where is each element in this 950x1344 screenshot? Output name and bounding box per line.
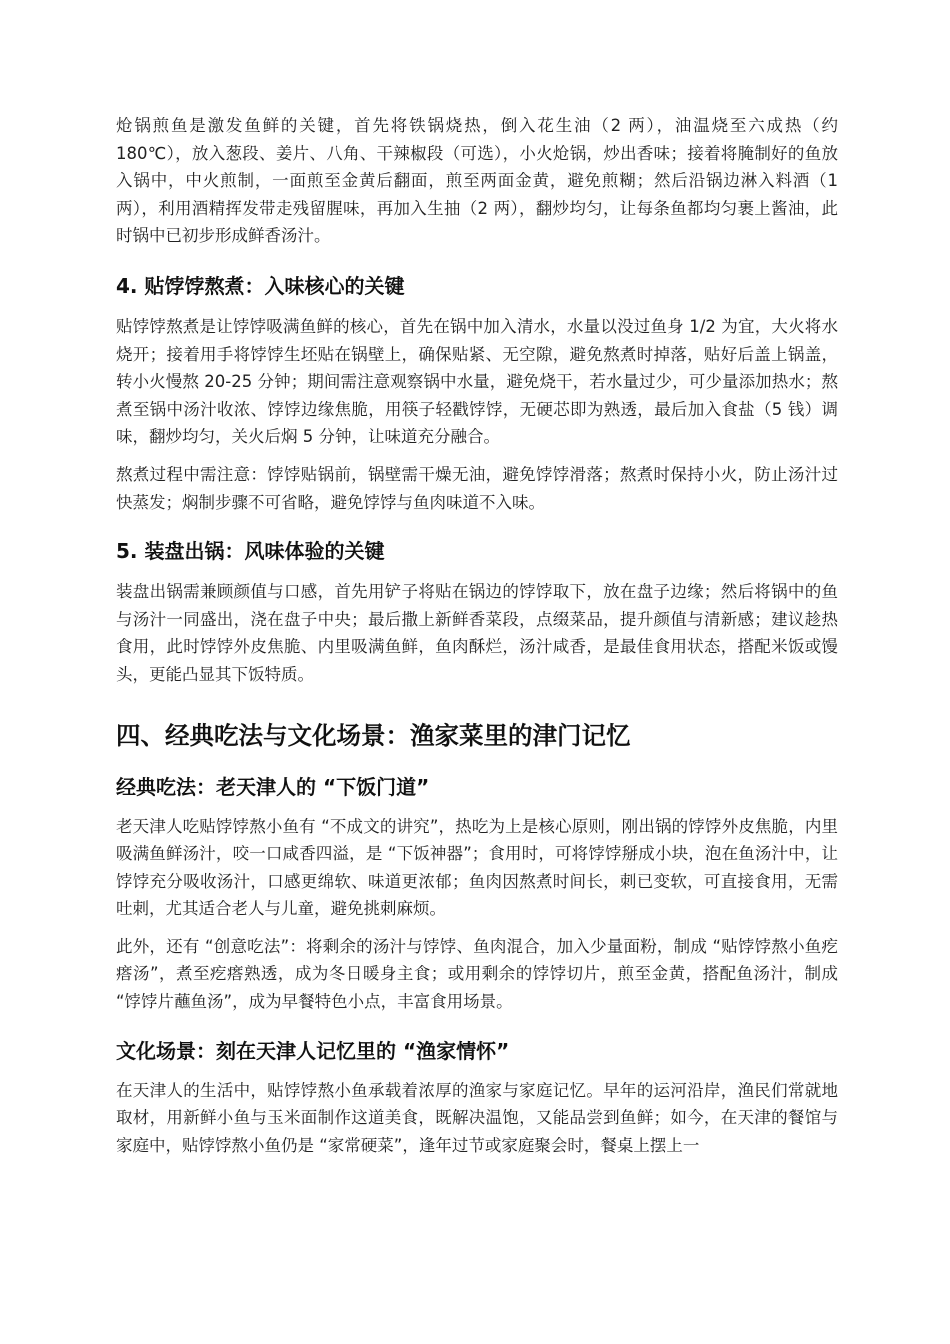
classic-eating-paragraph-2: 此外，还有 “创意吃法”：将剩余的汤汁与饽饽、鱼肉混合，加入少量面粉，制成 “贴饽饽熬小鱼疙瘩汤”，煮至疙瘩熟透，成为冬日暖身主食；或用剩余的饽饽切片，煎至金黄，搭配鱼汤汁，制成 “饽饽片蘸鱼汤”，成为早餐特色小点，丰富食用场景。 — [116, 936, 838, 1012]
section-4-heading: 4. 贴饽饽熬煮：入味核心的关键 — [116, 273, 405, 298]
chapter-4-heading: 四、经典吃法与文化场景：渔家菜里的津门记忆 — [116, 720, 631, 750]
section-5-heading: 5. 装盘出锅：风味体验的关键 — [116, 539, 385, 564]
section-5-paragraph: 装盘出锅需兼顾颜值与口感，首先用铲子将贴在锅边的饽饽取下，放在盘子边缘；然后将锅中的鱼与汤汁一同盛出，浇在盘子中央；最后撒上新鲜香菜段，点缀菜品，提升颜值与清新感；建议趁热食用，此时饽饽外皮焦脆、内里吸满鱼鲜，鱼肉酥烂，汤汁咸香，是最佳食用状态，搭配米饭或馒头，更能凸显其下饭特质。 — [116, 582, 838, 684]
intro-paragraph: 炝锅煎鱼是激发鱼鲜的关键，首先将铁锅烧热，倒入花生油（2 两），油温烧至六成热（约 180℃），放入葱段、姜片、八角、干辣椒段（可选），小火炝锅，炒出香味；接着将腌制好的鱼放入锅中，中火煎制，一面煎至金黄后翻面，煎至两面金黄，避免煎糊；然后沿锅边淋入料酒（1 两），利用酒精挥发带走残留腥味，再加入生抽（2 两），翻炒均匀，让每条鱼都均匀裹上酱油，此时锅中已初步形成鲜香汤汁。 — [116, 116, 838, 246]
culture-scene-paragraph: 在天津人的生活中，贴饽饽熬小鱼承载着浓厚的渔家与家庭记忆。早年的运河沿岸，渔民们常就地取材，用新鲜小鱼与玉米面制作这道美食，既解决温饱，又能品尝到鱼鲜；如今，在天津的餐馆与家庭中，贴饽饽熬小鱼仍是 “家常硬菜”，逢年过节或家庭聚会时，餐桌上摆上一 — [116, 1080, 838, 1155]
classic-eating-paragraph-1: 老天津人吃贴饽饽熬小鱼有 “不成文的讲究”，热吃为上是核心原则，刚出锅的饽饽外皮焦脆，内里吸满鱼鲜汤汁，咬一口咸香四溢，是 “下饭神器”；食用时，可将饽饽掰成小块，泡在鱼汤汁中，让饽饽充分吸收汤汁，口感更绵软、味道更浓郁；鱼肉因熬煮时间长，刺已变软，可直接食用，无需吐刺，尤其适合老人与儿童，避免挑刺麻烦。 — [116, 816, 838, 919]
document-page — [116, 112, 838, 1159]
section-4-paragraph-2: 熬煮过程中需注意：饽饽贴锅前，锅壁需干燥无油，避免饽饽滑落；熬煮时保持小火，防止汤汁过快蒸发；焖制步骤不可省略，避免饽饽与鱼肉味道不入味。 — [116, 464, 838, 512]
culture-scene-heading: 文化场景：刻在天津人记忆里的 “渔家情怀” — [116, 1038, 510, 1063]
classic-eating-heading: 经典吃法：老天津人的 “下饭门道” — [116, 774, 430, 799]
section-4-paragraph-1: 贴饽饽熬煮是让饽饽吸满鱼鲜的核心，首先在锅中加入清水，水量以没过鱼身 1/2 为宜，大火将水烧开；接着用手将饽饽生坯贴在锅壁上，确保贴紧、无空隙，避免熬煮时掉落，贴好后盖上锅盖，转小火慢熬 20-25 分钟；期间需注意观察锅中水量，避免烧干，若水量过少，可少量添加热水；熬煮至锅中汤汁收浓、饽饽边缘焦脆，用筷子轻戳饽饽，无硬芯即为熟透，最后加入食盐（5 钱）调味，翻炒均匀，关火后焖 5 分钟，让味道充分融合。 — [116, 316, 838, 447]
